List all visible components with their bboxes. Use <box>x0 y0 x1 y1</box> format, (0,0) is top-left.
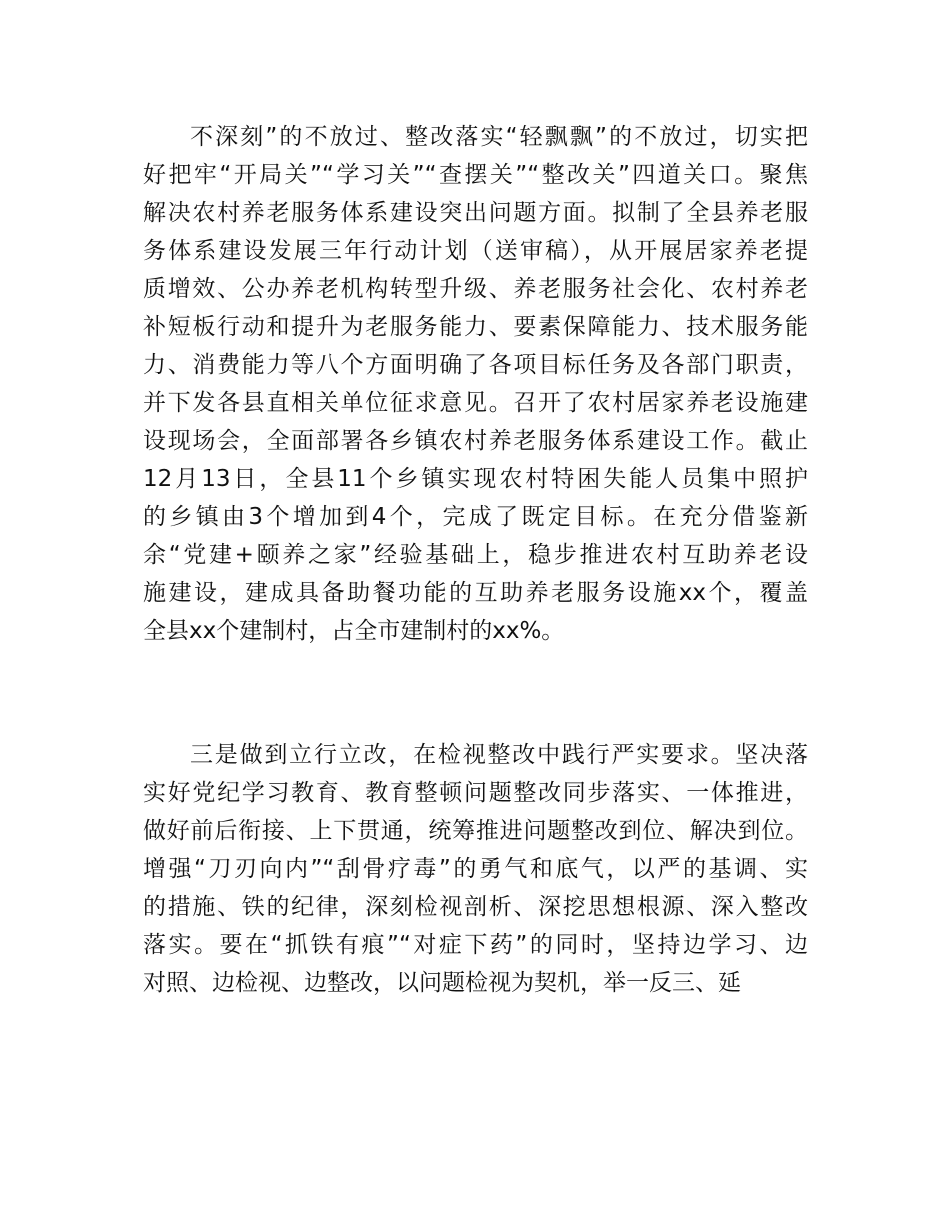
text-line: 力、消费能力等八个方面明确了各项目标任务及各部门职责， <box>143 352 808 378</box>
text-line: 补短板行动和提升为老服务能力、要素保障能力、技术服务能 <box>143 314 808 340</box>
text-line: 12月13日，全县11个乡镇实现农村特困失能人员集中照护 <box>143 466 808 492</box>
text-line: 的措施、铁的纪律，深刻检视剖析、深挖思想根源、深入整改 <box>143 894 808 920</box>
text-line: 务体系建设发展三年行动计划（送审稿），从开展居家养老提 <box>143 238 808 264</box>
text-line: 全县xx个建制村，占全市建制村的xx%。 <box>143 618 565 644</box>
paragraph-elderly-care <box>143 118 808 650</box>
text-line: 对照、边检视、边整改，以问题检视为契机，举一反三、延 <box>143 970 741 996</box>
text-line: 三是做到立行立改，在检视整改中践行严实要求。坚决落 <box>190 742 808 768</box>
text-line: 解决农村养老服务体系建设突出问题方面。拟制了全县养老服 <box>143 200 808 226</box>
text-line: 质增效、公办养老机构转型升级、养老服务社会化、农村养老 <box>143 276 808 302</box>
text-line: 落实。要在“抓铁有痕”“对症下药”的同时，坚持边学习、边 <box>143 932 808 958</box>
text-line: 做好前后衔接、上下贯通，统筹推进问题整改到位、解决到位。 <box>143 818 808 844</box>
text-line: 好把牢“开局关”“学习关”“查摆关”“整改关”四道关口。聚焦 <box>143 162 808 188</box>
text-line: 余“党建+颐养之家”经验基础上，稳步推进农村互助养老设 <box>143 542 808 568</box>
text-line: 设现场会，全面部署各乡镇农村养老服务体系建设工作。截止 <box>143 428 808 454</box>
text-line: 增强“刀刃向内”“刮骨疗毒”的勇气和底气，以严的基调、实 <box>143 856 808 882</box>
text-line: 实好党纪学习教育、教育整顿问题整改同步落实、一体推进， <box>143 780 808 806</box>
text-line: 施建设，建成具备助餐功能的互助养老服务设施xx个，覆盖 <box>143 580 808 606</box>
paragraph-rectification <box>143 736 808 1002</box>
text-line: 不深刻”的不放过、整改落实“轻飘飘”的不放过，切实把 <box>190 124 808 150</box>
text-line: 并下发各县直相关单位征求意见。召开了农村居家养老设施建 <box>143 390 808 416</box>
text-line: 的乡镇由3个增加到4个，完成了既定目标。在充分借鉴新 <box>143 504 808 530</box>
